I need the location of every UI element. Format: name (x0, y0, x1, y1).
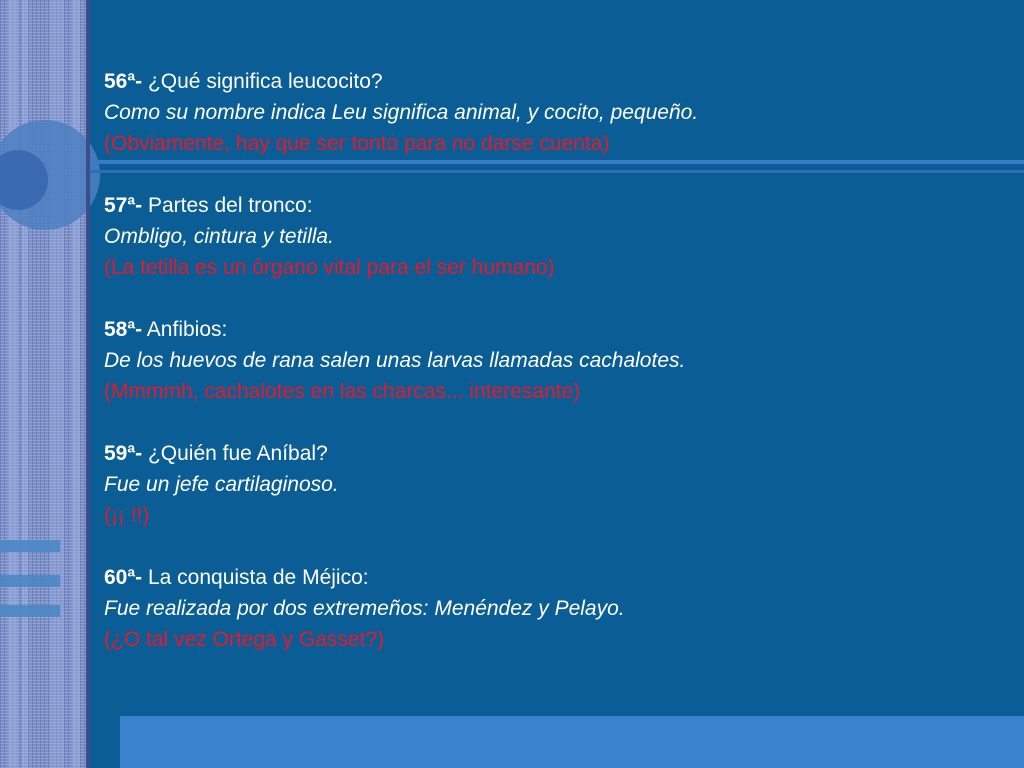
question-text: La conquista de Méjico: (142, 566, 369, 589)
question-line (104, 66, 1004, 97)
sidebar-band (0, 605, 60, 617)
slide-content (104, 66, 1004, 686)
answer-text: Ombligo, cintura y tetilla. (104, 225, 334, 248)
question-line (104, 190, 1004, 221)
sidebar-stripe (22, 0, 28, 768)
comment-text: (¡¡ !!) (104, 504, 150, 527)
answer-text: De los huevos de rana salen unas larvas llamadas cachalotes. (104, 349, 686, 372)
comment-text: (Obviamente, hay que ser tonto para no darse cuenta) (104, 132, 610, 155)
question-line (104, 438, 1004, 469)
question-number: 56ª- (104, 70, 143, 93)
question-text: ¿Qué significa leucocito? (142, 70, 383, 93)
question-number: 59ª- (104, 442, 143, 465)
sidebar-stripe (8, 0, 18, 768)
comment-text: (La tetilla es un órgano vital para el ser humano) (104, 256, 555, 279)
question-text: ¿Quién fue Aníbal? (142, 442, 328, 465)
question-line (104, 562, 1004, 593)
answer-text: Como su nombre indica Leu significa animal, y cocito, pequeño. (104, 101, 699, 124)
question-line (104, 314, 1004, 345)
comment-text: (¿O tal vez Ortega y Gasset?) (104, 628, 385, 651)
sidebar-stripe (72, 0, 80, 768)
decorative-sidebar (0, 0, 86, 768)
question-number: 60ª- (104, 566, 143, 589)
bottom-band (120, 716, 1024, 768)
sidebar-shadow (86, 0, 90, 768)
question-number: 57ª- (104, 194, 143, 217)
sidebar-band (0, 575, 60, 587)
sidebar-band (0, 540, 60, 552)
answer-text: Fue realizada por dos extremeños: Menéndez y Pelayo. (104, 597, 625, 620)
answer-text: Fue un jefe cartilaginoso. (104, 473, 339, 496)
question-text: Partes del tronco: (142, 194, 313, 217)
sidebar-stripe (50, 0, 64, 768)
qa-entry (104, 66, 1004, 159)
qa-entry (104, 314, 1004, 407)
qa-entry (104, 438, 1004, 531)
comment-text: (Mmmmh, cachalotes en las charcas... interesante) (104, 380, 581, 403)
question-text: Anfibios: (142, 318, 228, 341)
qa-entry (104, 190, 1004, 283)
qa-entry (104, 562, 1004, 655)
question-number: 58ª- (104, 318, 143, 341)
